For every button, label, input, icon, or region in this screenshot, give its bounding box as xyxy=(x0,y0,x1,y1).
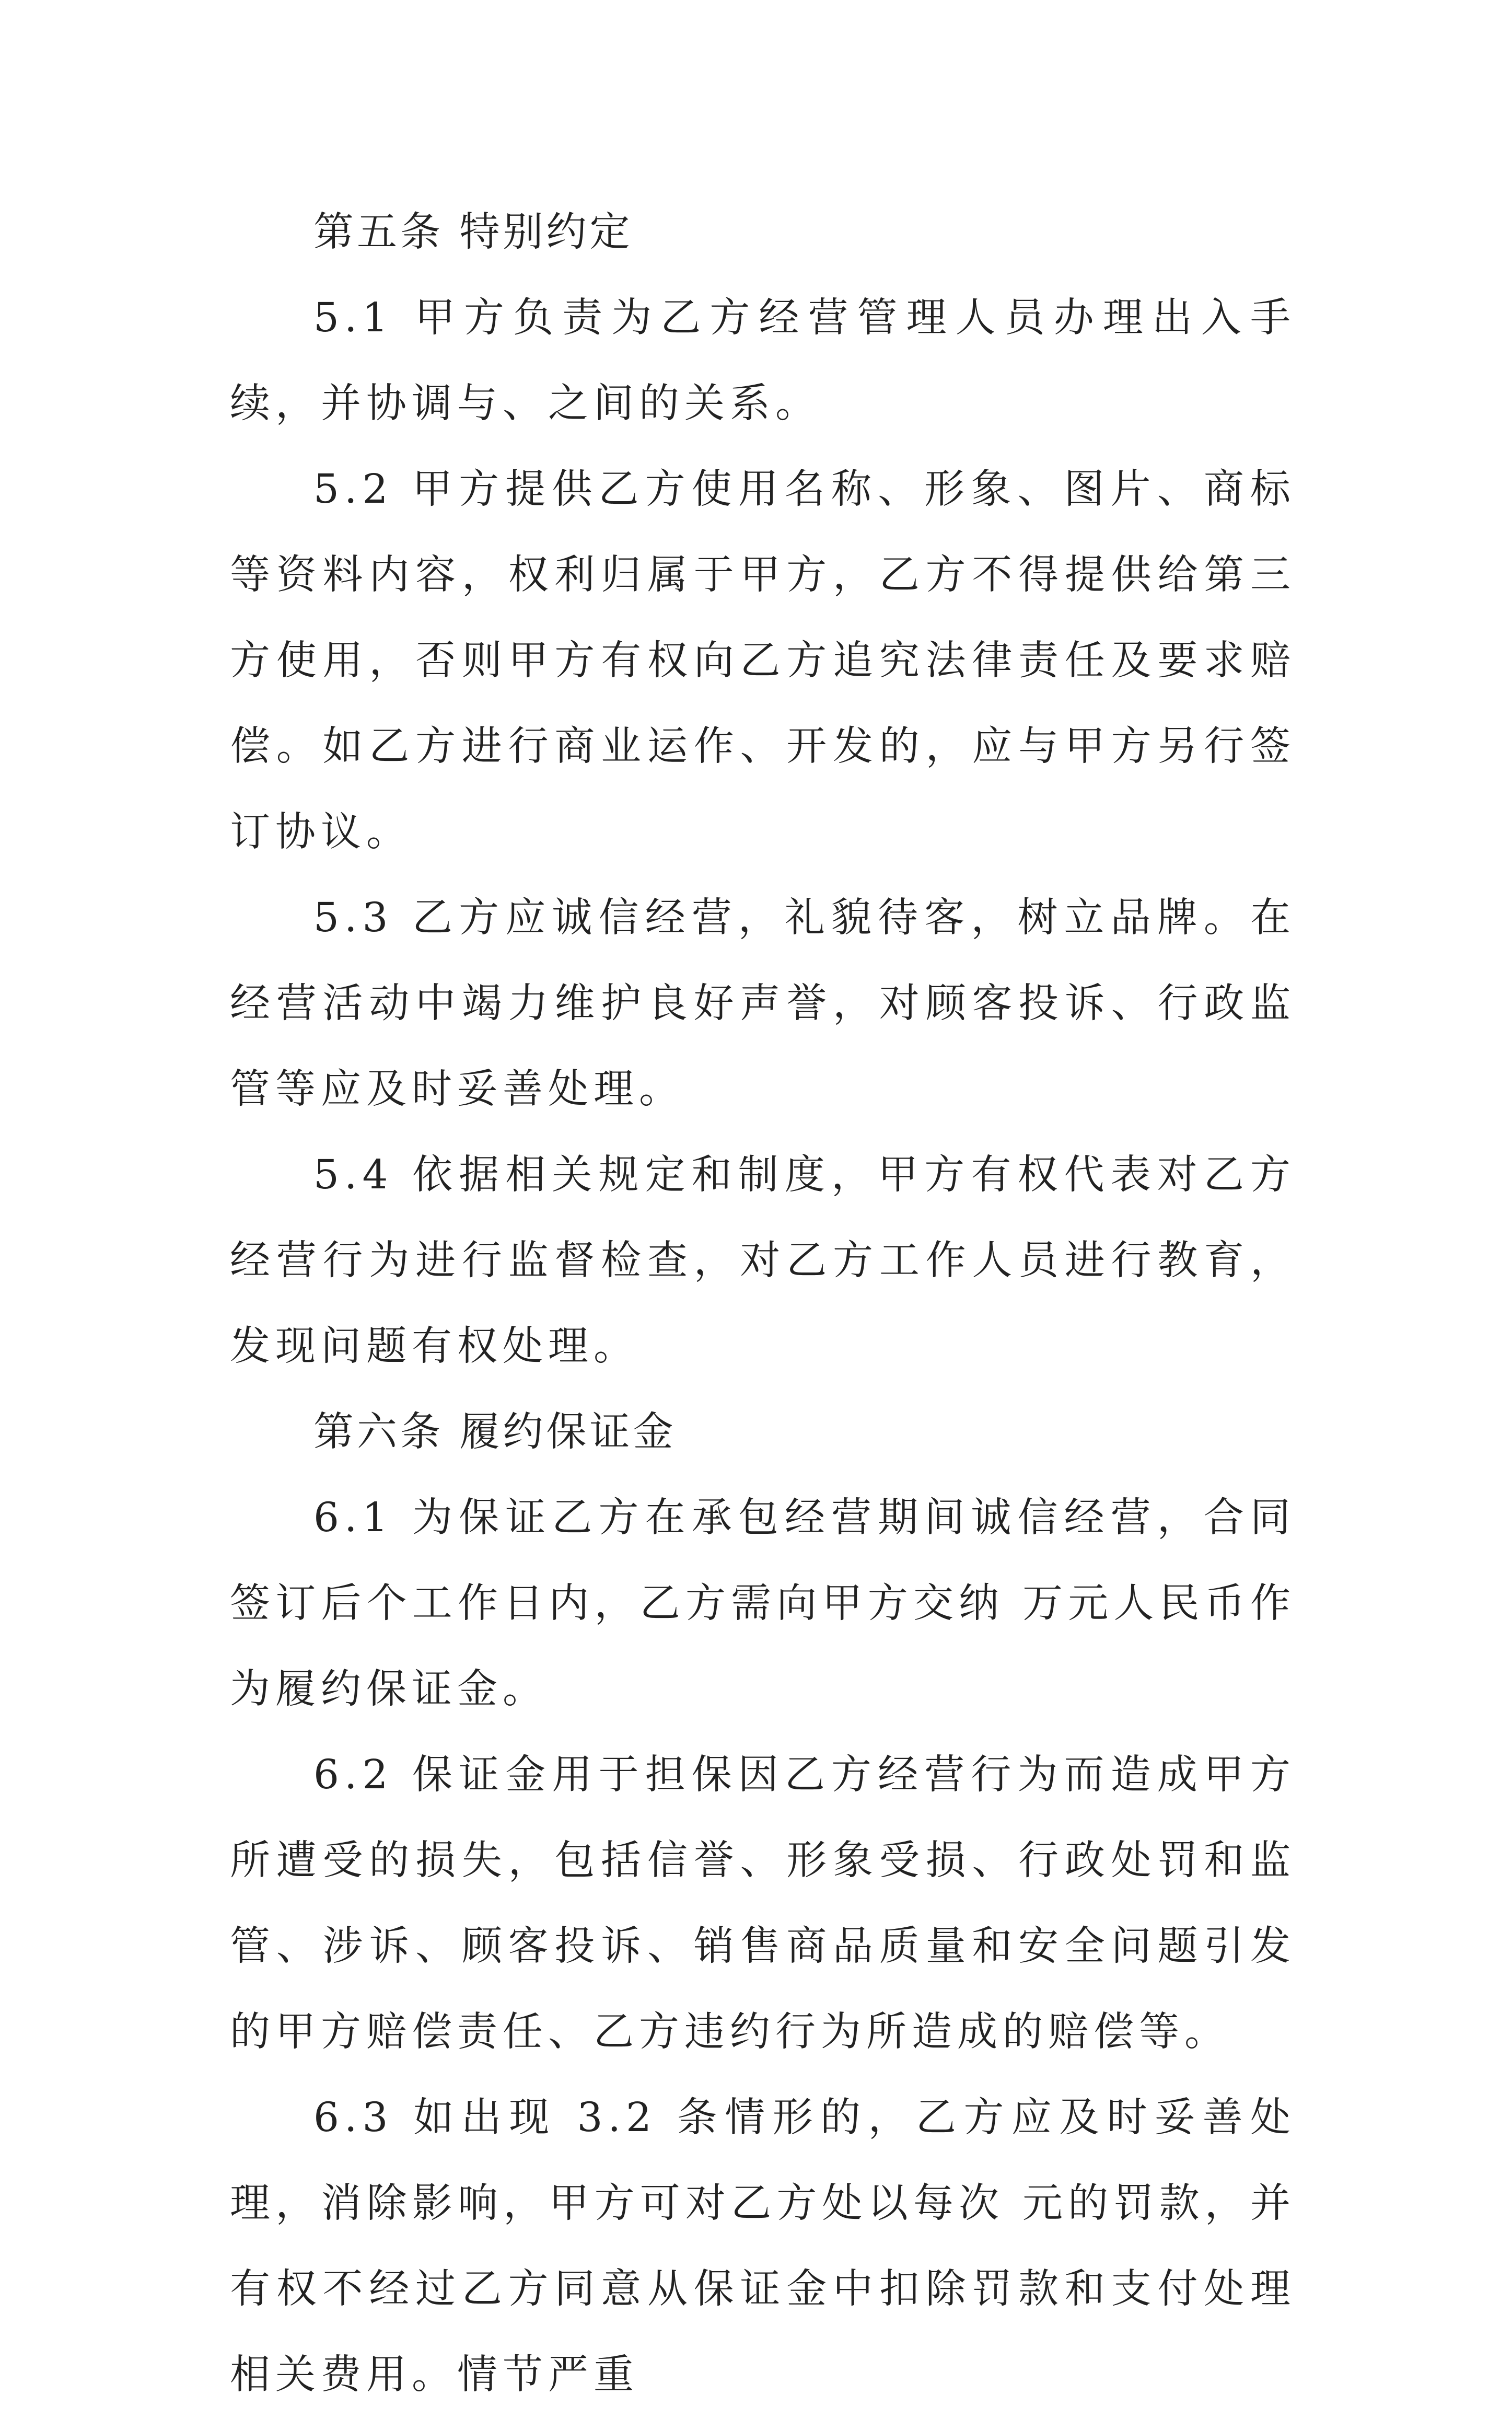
clause-6-2: 6.2 保证金用于担保因乙方经营行为而造成甲方所遭受的损失，包括信誉、形象受损、行政处罚和监管、涉诉、顾客投诉、销售商品质量和安全问题引发的甲方赔偿责任、乙方违约行为所造成的赔偿等。 xyxy=(230,1752,1296,2055)
clause-5-1: 5.1 甲方负责为乙方经营管理人员办理出入手续，并协调与、之间的关系。 xyxy=(230,295,1296,427)
article-5-heading: 第五条 特别约定 xyxy=(313,209,633,256)
article-6-heading: 第六条 履约保证金 xyxy=(313,1409,677,1455)
clause-5-4: 5.4 依据相关规定和制度，甲方有权代表对乙方经营行为进行监督检查，对乙方工作人员进行教育，发现问题有权处理。 xyxy=(230,1152,1296,1370)
clause-6-3: 6.3 如出现 3.2 条情形的，乙方应及时妥善处理，消除影响，甲方可对乙方处以每次 元的罚款，并有权不经过乙方同意从保证金中扣除罚款和支付处理相关费用。情节严重 xyxy=(230,2095,1296,2398)
clause-5-3: 5.3 乙方应诚信经营，礼貌待客，树立品牌。在经营活动中竭力维护良好声誉，对顾客投诉、行政监管等应及时妥善处理。 xyxy=(230,895,1296,1113)
clause-5-2: 5.2 甲方提供乙方使用名称、形象、图片、商标等资料内容，权利归属于甲方，乙方不得提供给第三方使用，否则甲方有权向乙方追究法律责任及要求赔偿。如乙方进行商业运作、开发的，应与甲方另行签订协议。 xyxy=(230,466,1296,855)
clause-6-1: 6.1 为保证乙方在承包经营期间诚信经营，合同签订后个工作日内，乙方需向甲方交纳 万元人民币作为履约保证金。 xyxy=(230,1495,1296,1713)
document-body xyxy=(230,190,1296,2418)
